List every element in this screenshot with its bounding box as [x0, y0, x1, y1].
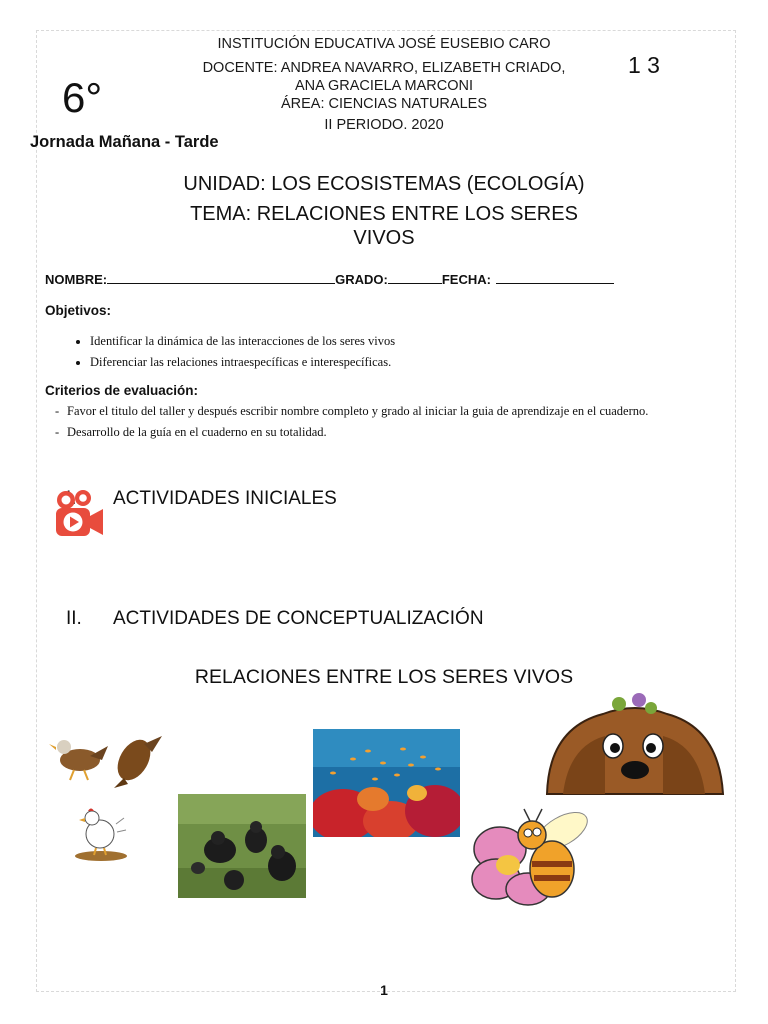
criteria-list: [45, 403, 670, 440]
student-form: [45, 270, 614, 287]
criteria-item: - Desarrollo de la guía en el cuaderno en su totalidad.: [45, 424, 670, 440]
objective-item: • Diferenciar las relaciones intraespecíficas e interespecíficas.: [90, 352, 730, 373]
unit-title: UNIDAD: LOS ECOSISTEMAS (ECOLOGÍA): [183, 173, 585, 195]
gorillas-photo: [178, 794, 306, 898]
date-label: FECHA:: [441, 272, 491, 287]
grade-badge: 6°: [62, 74, 103, 121]
relations-subtitle: RELACIONES ENTRE LOS SERES VIVOS: [194, 666, 574, 688]
name-label: NOMBRE:: [45, 272, 108, 287]
chicken-illustration: [70, 804, 132, 862]
dash-bullet: -: [55, 404, 60, 418]
topic-title-line-1: TEMA: RELACIONES ENTRE LOS SERES: [190, 203, 578, 225]
criteria-item: - Favor el titulo del taller y después escribir nombre completo y grado al iniciar la guia de aprendizaje en el cuaderno.: [45, 403, 670, 419]
criteria-heading: Criterios de evaluación:: [45, 383, 199, 398]
teachers-line-2: ANA GRACIELA MARCONI: [294, 78, 474, 94]
grade-label: GRADO:: [335, 272, 388, 287]
guide-number: 1 3: [628, 52, 660, 78]
page-number: 1: [380, 982, 388, 998]
section-1-title: ACTIVIDADES INICIALES: [113, 488, 337, 509]
date-field[interactable]: [496, 270, 614, 284]
name-field[interactable]: [107, 270, 335, 284]
objectives-heading: Objetivos:: [45, 303, 112, 318]
institution-line: INSTITUCIÓN EDUCATIVA JOSÉ EUSEBIO CARO: [217, 36, 551, 52]
objectives-list: [45, 331, 730, 373]
bee-on-flower-illustration: [466, 805, 602, 907]
coral-reef-photo: [313, 729, 460, 837]
birds-fighting-illustration: [44, 730, 168, 792]
topic-title-line-2: VIVOS: [353, 227, 415, 249]
grade-field[interactable]: [388, 270, 442, 284]
dash-bullet: -: [55, 425, 60, 439]
section-2-numeral: II.: [66, 608, 82, 629]
shift-label: Jornada Mañana - Tarde: [30, 133, 219, 151]
video-camera-icon: [52, 488, 106, 542]
teachers-line-1: DOCENTE: ANDREA NAVARRO, ELIZABETH CRIADO,: [202, 60, 566, 76]
objective-item: • Identificar la dinámica de las interacciones de los seres vivos: [90, 331, 730, 352]
period-line: II PERIODO. 2020: [324, 117, 444, 133]
section-2-title: ACTIVIDADES DE CONCEPTUALIZACIÓN: [113, 608, 484, 629]
dog-with-ticks-illustration: [543, 688, 725, 796]
area-line: ÁREA: CIENCIAS NATURALES: [280, 96, 487, 112]
